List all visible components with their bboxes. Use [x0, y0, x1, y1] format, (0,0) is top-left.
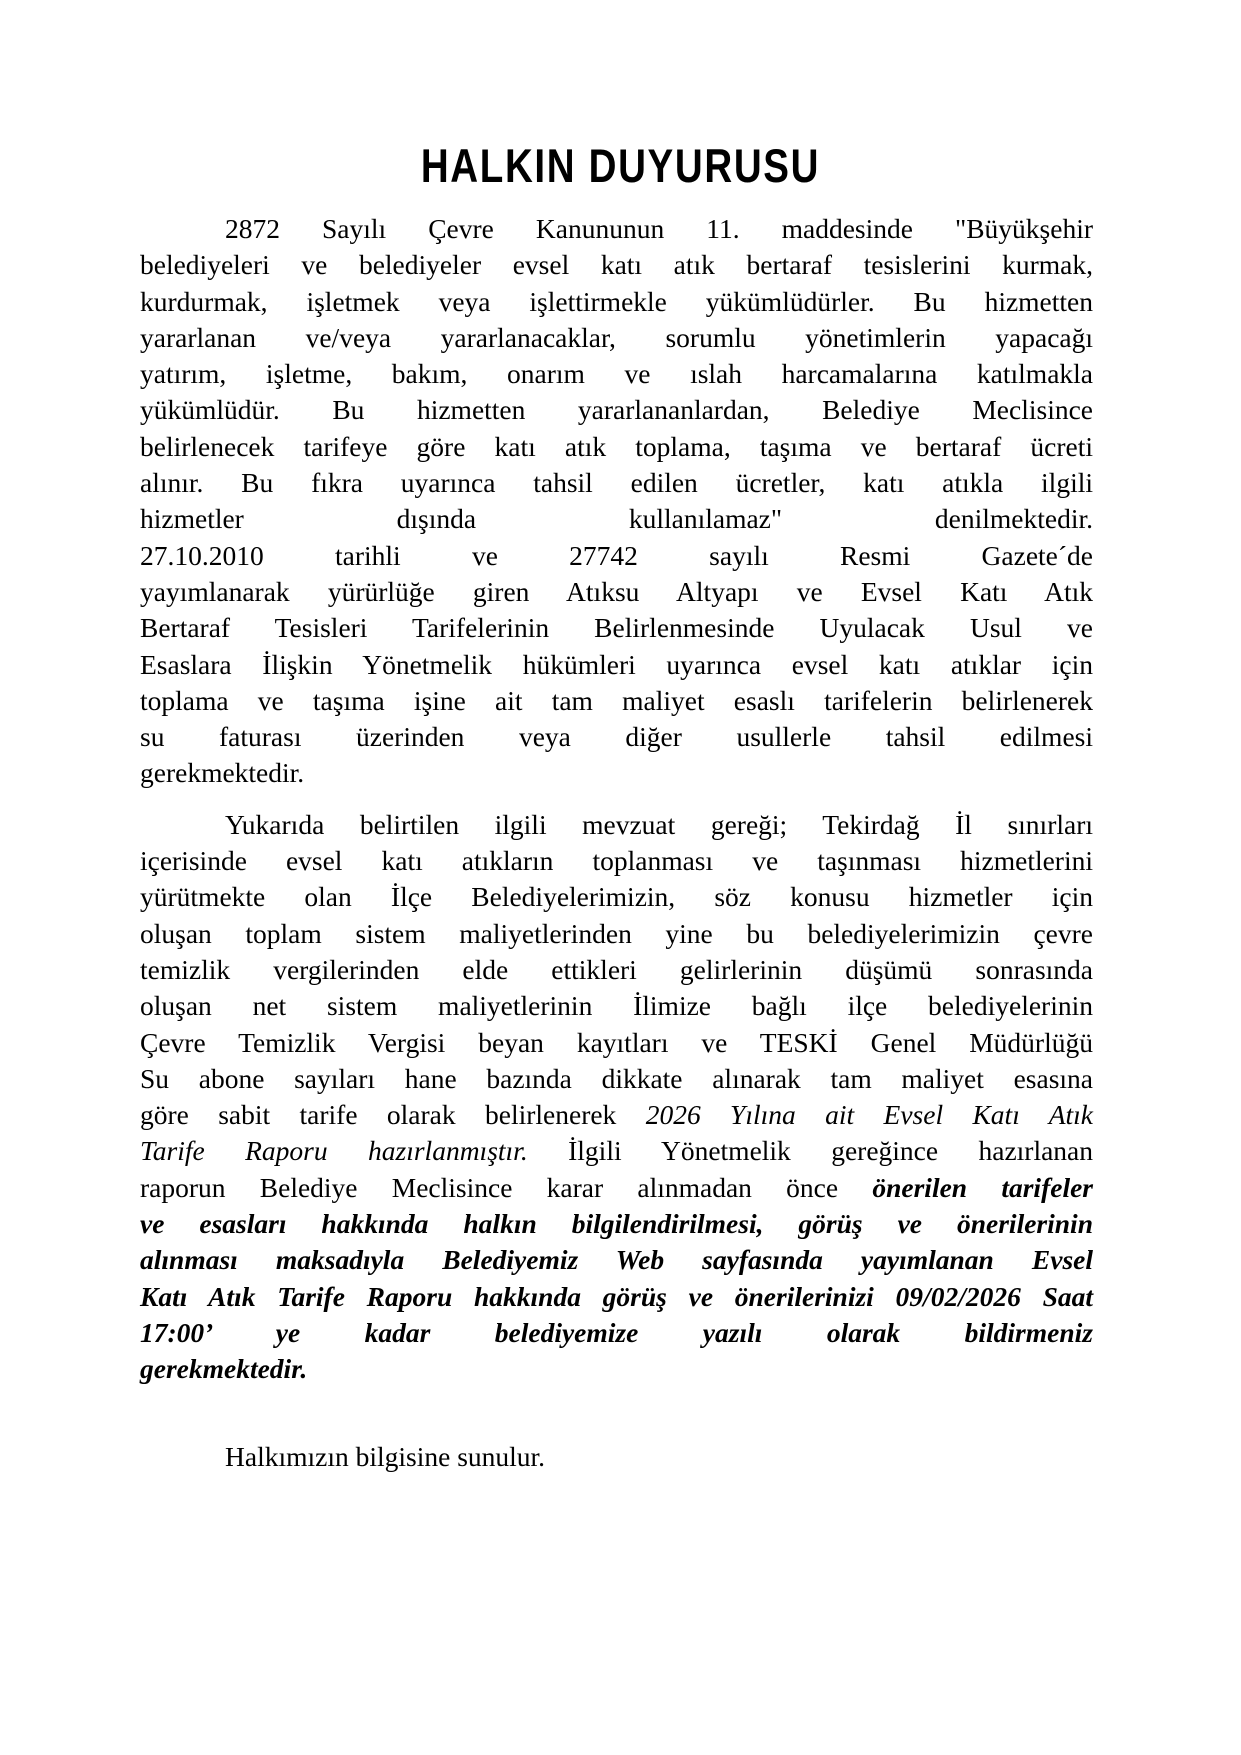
text-run: alınır. Bu fıkra uyarınca tahsil edilen ücretler, katı atıkla ilgili [140, 467, 1093, 499]
text-line [140, 1206, 1093, 1242]
text-line [140, 879, 1093, 915]
paragraph-closing [140, 1439, 1093, 1475]
text-line [140, 392, 1093, 428]
text-run: Katı Atık Tarife Raporu hakkında görüş ve önerilerinizi 09/02/2026 Saat [140, 1280, 1093, 1312]
text-run: Bertaraf Tesisleri Tarifelerinin Belirlenmesinde Uyulacak Usul ve [140, 612, 1093, 644]
text-line [140, 429, 1093, 465]
document-body [140, 211, 1093, 1475]
text-line [140, 683, 1093, 719]
text-run: kurdurmak, işletmek veya işlettirmekle yükümlüdürler. Bu hizmetten [140, 285, 1093, 317]
text-run: göre sabit tarife olarak belirlenerek [140, 1099, 646, 1131]
text-line [140, 647, 1093, 683]
text-line [140, 719, 1093, 755]
text-line [140, 843, 1093, 879]
text-run: yürütmekte olan İlçe Belediyelerimizin, söz konusu hizmetler için [140, 881, 1093, 913]
text-run: 27.10.2010 tarihli ve 27742 sayılı Resmi Gazete´de [140, 539, 1093, 571]
text-line [140, 501, 1093, 537]
text-line [140, 610, 1093, 646]
text-run: önerilen tarifeler [872, 1171, 1093, 1203]
text-run: 2026 Yılına ait Evsel Katı Atık [645, 1099, 1093, 1131]
text-run: Esaslara İlişkin Yönetmelik hükümleri uyarınca evsel katı atıklar için [140, 648, 1093, 680]
text-line [140, 755, 1093, 791]
text-line [140, 320, 1093, 356]
text-line [140, 916, 1093, 952]
text-line [140, 465, 1093, 501]
text-run: Su abone sayıları hane bazında dikkate alınarak tam maliyet esasına [140, 1062, 1093, 1094]
text-line [140, 1439, 1093, 1475]
paragraph-legal-basis [140, 211, 1093, 792]
text-run: oluşan toplam sistem maliyetlerinden yine bu belediyelerimizin çevre [140, 917, 1093, 949]
text-run: yükümlüdür. Bu hizmetten yararlananlardan, Belediye Meclisince [140, 394, 1093, 426]
text-run: hizmetler dışında kullanılamaz" denilmektedir. [140, 503, 1093, 535]
text-line [140, 1170, 1093, 1206]
text-line [140, 807, 1093, 843]
text-run: temizlik vergilerinden elde ettikleri gelirlerinin düşümü sonrasında [140, 953, 1093, 985]
text-line [140, 247, 1093, 283]
text-run: içerisinde evsel katı atıkların toplanması ve taşınması hizmetlerini [140, 845, 1093, 877]
text-run: oluşan net sistem maliyetlerinin İlimize bağlı ilçe belediyelerinin [140, 990, 1093, 1022]
text-line [140, 211, 1093, 247]
text-run: su faturası üzerinden veya diğer usullerle tahsil edilmesi [140, 721, 1093, 753]
text-run: gerekmektedir. [140, 757, 305, 789]
paragraph-tariff-report [140, 807, 1093, 1388]
text-run: İlgili Yönetmelik gereğince hazırlanan [568, 1135, 1094, 1167]
text-line [140, 538, 1093, 574]
text-run: gerekmektedir. [140, 1353, 308, 1385]
text-line [140, 1279, 1093, 1315]
text-run: yatırım, işletme, bakım, onarım ve ıslah harcamalarına katılmakla [140, 358, 1093, 390]
text-run: Halkımızın bilgisine sunulur. [225, 1440, 546, 1472]
text-line [140, 1351, 1093, 1387]
text-line [140, 952, 1093, 988]
text-line [140, 1097, 1093, 1133]
text-run: belediyeleri ve belediyeler evsel katı atık bertaraf tesislerini kurmak, [140, 249, 1093, 281]
text-run: yayımlanarak yürürlüğe giren Atıksu Altyapı ve Evsel Katı Atık [140, 575, 1093, 607]
text-run: Tarife Raporu hazırlanmıştır. [140, 1135, 569, 1167]
text-run: belirlenecek tarifeye göre katı atık toplama, taşıma ve bertaraf ücreti [140, 430, 1093, 462]
text-line [140, 1242, 1093, 1278]
text-run: 17:00’ ye kadar belediyemize yazılı olarak bildirmeniz [140, 1316, 1093, 1348]
text-line [140, 1061, 1093, 1097]
text-line [140, 1315, 1093, 1351]
text-run: raporun Belediye Meclisince karar alınmadan önce [140, 1171, 873, 1203]
text-run: alınması maksadıyla Belediyemiz Web sayfasında yayımlanan Evsel [140, 1244, 1093, 1276]
text-run: ve esasları hakkında halkın bilgilendirilmesi, görüş ve önerilerinin [140, 1208, 1093, 1240]
document-title [0, 141, 1241, 191]
text-line [140, 284, 1093, 320]
text-line [140, 1025, 1093, 1061]
text-line [140, 356, 1093, 392]
text-run: 2872 Sayılı Çevre Kanununun 11. maddesinde "Büyükşehir [225, 213, 1093, 244]
text-run: toplama ve taşıma işine ait tam maliyet esaslı tarifelerin belirlenerek [140, 684, 1093, 716]
text-line [140, 1133, 1093, 1169]
text-run: Yukarıda belirtilen ilgili mevzuat gereği; Tekirdağ İl sınırları [225, 808, 1093, 840]
text-line [140, 988, 1093, 1024]
document-title-text: HALKIN DUYURUSU [420, 139, 821, 192]
text-run: Çevre Temizlik Vergisi beyan kayıtları ve TESKİ Genel Müdürlüğü [140, 1026, 1093, 1058]
text-run: yararlanan ve/veya yararlanacaklar, sorumlu yönetimlerin yapacağı [140, 321, 1093, 353]
text-line [140, 574, 1093, 610]
